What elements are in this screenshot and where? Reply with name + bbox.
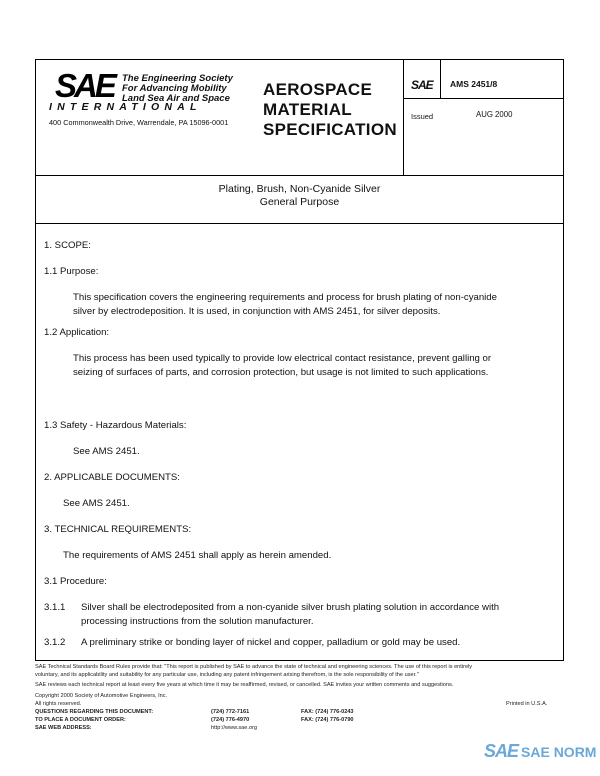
footer-rules-line-2: voluntary, and its applicability and suitability for any particular use, including any patent infringement arising therefrom, is the sole responsibility of the user." [35, 672, 419, 678]
sae-logo: SAE [55, 67, 114, 104]
order-phone: (724) 776-4970 [211, 717, 250, 723]
footer-rights: All rights reserved. [35, 701, 82, 707]
footer-rights-row [35, 701, 565, 709]
section-2-text: See AMS 2451. [63, 498, 130, 509]
text-line: This specification covers the engineering requirements and process for brush plating of non-cyanide [73, 292, 497, 303]
subject-line-1: Plating, Brush, Non-Cyanide Silver [218, 183, 381, 195]
society-address: 400 Commonwealth Drive, Warrendale, PA 15096-0001 [49, 118, 229, 127]
ams-row-divider [403, 98, 563, 99]
section-1-3-text: See AMS 2451. [73, 446, 140, 457]
questions-phone: (724) 772-7161 [211, 709, 250, 715]
sae-mark: SAE [411, 78, 433, 92]
issued-label: Issued [411, 112, 434, 121]
document-subject [36, 183, 563, 209]
section-3-1-2-text: A preliminary strike or bonding layer of nickel and copper, palladium or gold may be used. [81, 637, 461, 648]
text-line: silver by electrodeposition. It is used, in conjunction with AMS 2451, for silver deposits. [73, 305, 441, 317]
section-2-heading: 2. APPLICABLE DOCUMENTS: [44, 472, 180, 483]
order-fax: FAX: (724) 776-0790 [301, 717, 354, 723]
section-1-1-text [73, 291, 497, 318]
section-3-text: The requirements of AMS 2451 shall apply as herein amended. [63, 550, 332, 561]
document-footer [35, 664, 565, 733]
spec-title [263, 80, 397, 140]
order-label: TO PLACE A DOCUMENT ORDER: [35, 717, 126, 723]
society-tagline [122, 74, 233, 104]
section-3-1-1-text [81, 601, 499, 628]
web-label: SAE WEB ADDRESS: [35, 725, 92, 731]
spec-frame [35, 59, 564, 661]
footer-copyright: Copyright 2000 Society of Automotive Engineers, Inc. [35, 693, 168, 699]
footer-printed: Printed in U.S.A. [506, 701, 548, 707]
footer-web-row [35, 725, 565, 733]
title-line-2: MATERIAL [263, 100, 352, 119]
text-line: seizing of surfaces of parts, and corrosion protection, but usage is not limited to such applications. [73, 366, 489, 378]
issued-date: AUG 2000 [476, 110, 513, 119]
tagline-line-2: For Advancing Mobility [122, 83, 227, 94]
questions-label: QUESTIONS REGARDING THIS DOCUMENT: [35, 709, 154, 715]
section-1-heading: 1. SCOPE: [44, 240, 91, 251]
section-3-1-heading: 3.1 Procedure: [44, 576, 107, 587]
tagline-line-1: The Engineering Society [122, 73, 233, 84]
ams-number: AMS 2451/8 [450, 79, 498, 89]
header-divider-left [403, 60, 404, 175]
text-line: processing instructions from the solution manufacturer. [81, 615, 314, 627]
section-1-1-heading: 1.1 Purpose: [44, 266, 99, 277]
watermark-sae: SAE [484, 741, 519, 761]
header-bottom-rule [36, 175, 563, 176]
title-line-3: SPECIFICATION [263, 120, 397, 139]
sae-norm-watermark [484, 741, 596, 762]
web-url[interactable]: http://www.sae.org [211, 725, 258, 731]
section-1-3-heading: 1.3 Safety - Hazardous Materials: [44, 420, 187, 431]
text-line: Silver shall be electrodeposited from a non-cyanide silver brush plating solution in accordance with [81, 602, 500, 613]
footer-order-row [35, 717, 565, 725]
section-3-1-2-number: 3.1.2 [44, 637, 66, 648]
section-3-1-1-number: 3.1.1 [44, 602, 66, 613]
footer-review-note: SAE reviews each technical report at least every five years at which time it may be reaffirmed, revised, or cancelled. SAE invites your written comments and suggestions. [35, 682, 454, 688]
international-wordmark: INTERNATIONAL [49, 101, 202, 113]
footer-rules-line-1: SAE Technical Standards Board Rules provide that: "This report is published by SAE to advance the state of technical and engineering sciences. The use of this report is entirely [35, 664, 473, 670]
questions-fax: FAX: (724) 776-0243 [301, 709, 354, 715]
section-3-heading: 3. TECHNICAL REQUIREMENTS: [44, 524, 192, 535]
title-line-1: AEROSPACE [263, 80, 373, 99]
section-1-2-text [73, 352, 491, 379]
tagline-line-3: Land Sea Air and Space [122, 93, 230, 104]
text-line: This process has been used typically to provide low electrical contact resistance, prevent galling or [73, 353, 492, 364]
subject-bottom-rule [36, 223, 563, 224]
section-1-2-heading: 1.2 Application: [44, 327, 110, 338]
header-divider-right [440, 60, 441, 98]
footer-questions-row [35, 709, 565, 717]
subject-line-2: General Purpose [259, 196, 340, 208]
watermark-norm: SAE NORM [521, 744, 597, 760]
